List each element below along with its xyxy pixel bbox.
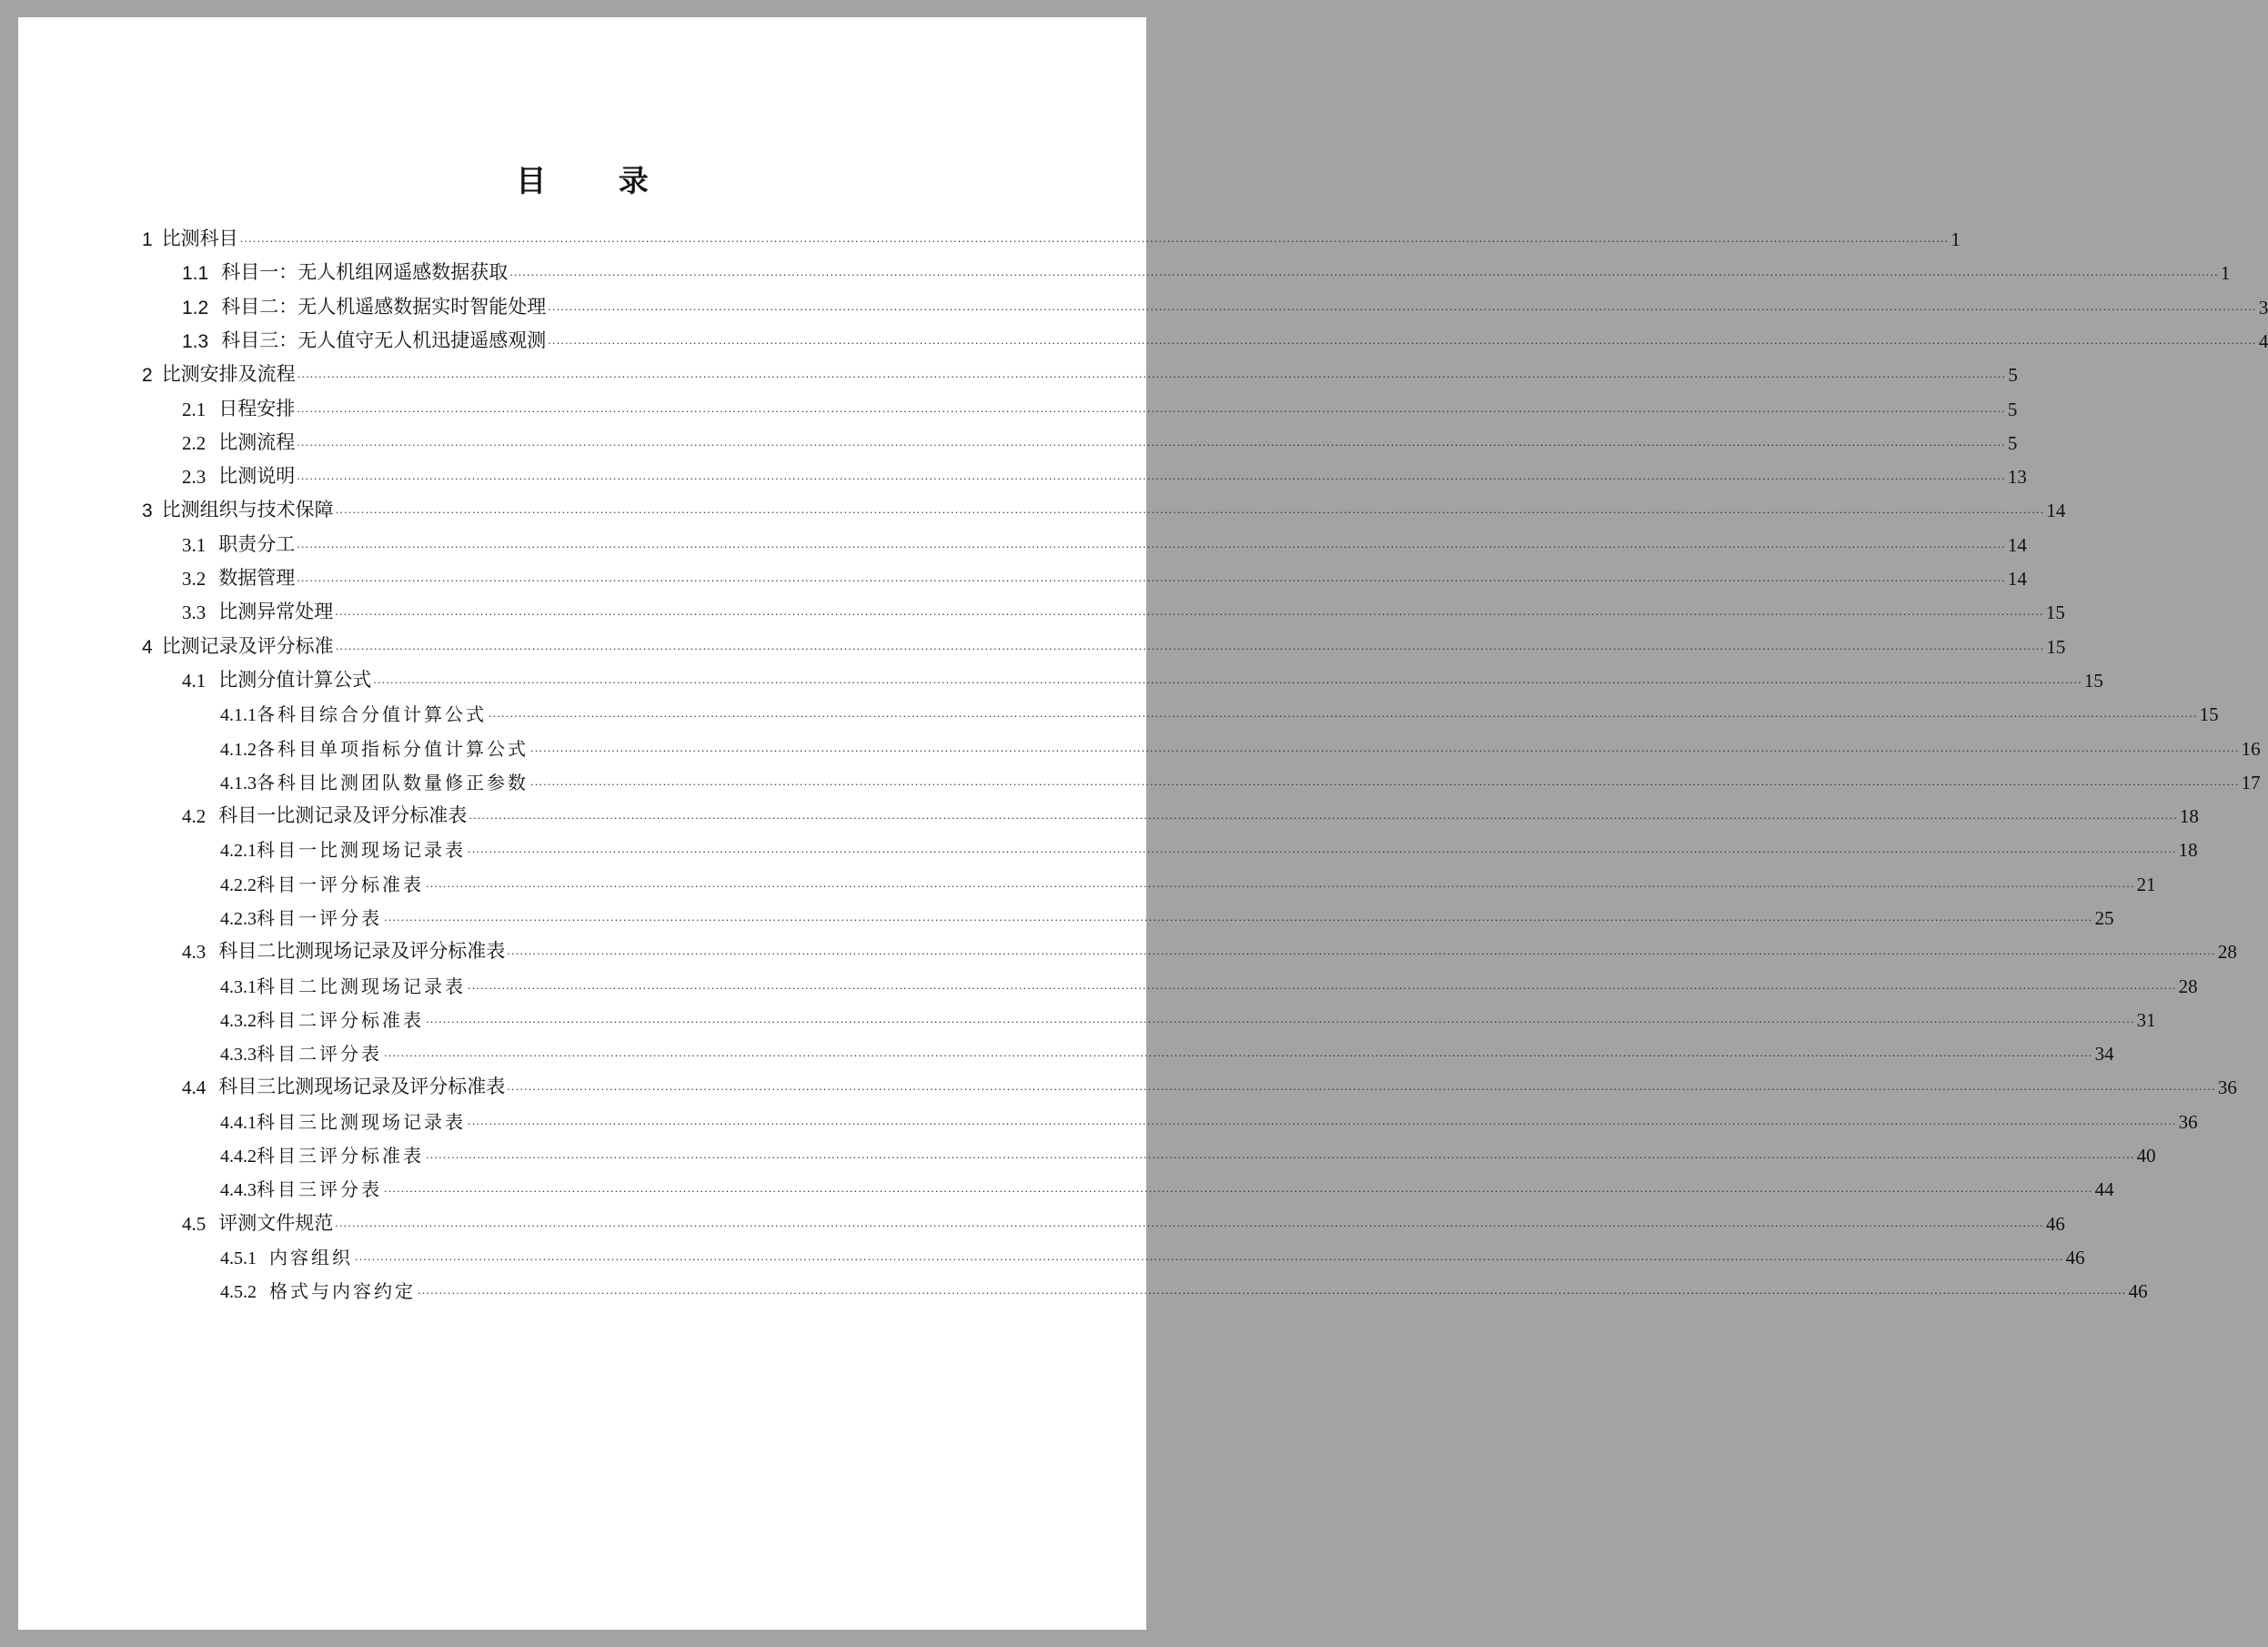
toc-entry[interactable] bbox=[220, 1138, 2156, 1167]
toc-entry-label: 数据管理 bbox=[218, 567, 296, 589]
toc-dot-leader: ................................................................................................................................................................................................................................................................................................................................................................................................................ bbox=[335, 606, 2044, 618]
toc-entry-page-number: 18 bbox=[2178, 839, 2198, 861]
toc-entry[interactable] bbox=[182, 528, 2027, 557]
toc-entry[interactable] bbox=[182, 561, 2027, 591]
toc-entry-page-number: 40 bbox=[2136, 1145, 2156, 1167]
toc-dot-leader: ................................................................................................................................................................................................................................................................................................................................................................................................................ bbox=[297, 572, 2006, 584]
toc-title: 目 录 bbox=[516, 163, 680, 198]
toc-dot-leader: ................................................................................................................................................................................................................................................................................................................................................................................................................ bbox=[548, 335, 2257, 347]
toc-entry-page-number: 14 bbox=[2007, 534, 2027, 556]
toc-entry-page-number: 36 bbox=[2178, 1111, 2198, 1133]
toc-entry[interactable] bbox=[182, 256, 2231, 285]
toc-entry-page-number: 13 bbox=[2007, 466, 2027, 488]
toc-entry[interactable] bbox=[182, 935, 2237, 964]
toc-entry-label: 科目一：无人机组网遥感数据获取 bbox=[221, 261, 509, 283]
toc-entry-number: 4.4 bbox=[182, 1076, 207, 1098]
toc-dot-leader: ................................................................................................................................................................................................................................................................................................................................................................................................................ bbox=[335, 1218, 2044, 1229]
toc-entry[interactable] bbox=[220, 732, 2261, 761]
toc-dot-leader: ................................................................................................................................................................................................................................................................................................................................................................................................................ bbox=[468, 844, 2177, 855]
toc-entry-page-number: 46 bbox=[2128, 1280, 2148, 1302]
toc-entry[interactable] bbox=[182, 663, 2103, 692]
toc-dot-leader: ................................................................................................................................................................................................................................................................................................................................................................................................................ bbox=[426, 1149, 2135, 1161]
toc-entry-page-number: 14 bbox=[2007, 568, 2027, 590]
toc-entry-label: 科目一比测现场记录表 bbox=[257, 839, 466, 861]
toc-dot-leader: ................................................................................................................................................................................................................................................................................................................................................................................................................ bbox=[355, 1251, 2064, 1263]
toc-dot-leader: ................................................................................................................................................................................................................................................................................................................................................................................................................ bbox=[468, 1116, 2177, 1127]
toc-entry-page-number: 36 bbox=[2217, 1076, 2237, 1098]
toc-entry-number: 4.5.2 bbox=[220, 1282, 257, 1302]
toc-dot-leader: ................................................................................................................................................................................................................................................................................................................................................................................................................ bbox=[373, 674, 2082, 686]
toc-entry-label: 科目二评分表 bbox=[257, 1043, 382, 1065]
toc-entry-page-number: 5 bbox=[2007, 399, 2018, 420]
toc-entry-label: 科目二：无人机遥感数据实时智能处理 bbox=[221, 296, 547, 318]
toc-entry-number: 2 bbox=[142, 365, 153, 386]
toc-entry-label: 科目三评分标准表 bbox=[257, 1145, 424, 1167]
toc-entry-label: 科目二评分标准表 bbox=[257, 1009, 424, 1031]
toc-dot-leader: ................................................................................................................................................................................................................................................................................................................................................................................................................ bbox=[418, 1285, 2127, 1297]
toc-entry-label: 比测记录及评分标准 bbox=[161, 635, 334, 657]
toc-entry-label: 日程安排 bbox=[218, 398, 296, 419]
toc-entry-number: 4.4.3 bbox=[220, 1180, 257, 1200]
toc-dot-leader: ................................................................................................................................................................................................................................................................................................................................................................................................................ bbox=[384, 912, 2093, 924]
toc-dot-leader: ................................................................................................................................................................................................................................................................................................................................................................................................................ bbox=[468, 980, 2177, 992]
toc-dot-leader: ................................................................................................................................................................................................................................................................................................................................................................................................................ bbox=[489, 708, 2198, 720]
toc-entry[interactable] bbox=[182, 1070, 2237, 1099]
toc-entry-label: 职责分工 bbox=[218, 533, 296, 555]
toc-entry-page-number: 18 bbox=[2179, 805, 2199, 827]
toc-entry-number: 4.4.1 bbox=[220, 1113, 257, 1133]
toc-entry-page-number: 15 bbox=[2046, 636, 2066, 658]
toc-entry-page-number: 31 bbox=[2136, 1009, 2156, 1031]
toc-entry-label: 科目三比测现场记录表 bbox=[257, 1111, 466, 1133]
toc-entry-label: 比测异常处理 bbox=[218, 601, 334, 622]
toc-entry-page-number: 28 bbox=[2178, 975, 2198, 997]
toc-entry-page-number: 15 bbox=[2083, 670, 2103, 692]
toc-entry[interactable] bbox=[182, 426, 2018, 455]
toc-dot-leader: ................................................................................................................................................................................................................................................................................................................................................................................................................ bbox=[297, 369, 2007, 380]
toc-entry-page-number: 1 bbox=[2220, 262, 2231, 284]
toc-entry-number: 2.2 bbox=[182, 432, 207, 454]
toc-entry-label: 内容组织 bbox=[269, 1247, 353, 1268]
toc-entry[interactable] bbox=[220, 901, 2114, 930]
toc-dot-leader: ................................................................................................................................................................................................................................................................................................................................................................................................................ bbox=[384, 1047, 2093, 1059]
toc-entry[interactable] bbox=[220, 1172, 2114, 1201]
toc-entry-page-number: 34 bbox=[2094, 1043, 2114, 1065]
toc-entry-label: 各科目比测团队数量修正参数 bbox=[257, 772, 529, 793]
toc-dot-leader: ................................................................................................................................................................................................................................................................................................................................................................................................................ bbox=[530, 776, 2240, 788]
toc-dot-leader: ................................................................................................................................................................................................................................................................................................................................................................................................................ bbox=[239, 233, 1950, 245]
toc-entry-label: 比测分值计算公式 bbox=[218, 669, 372, 691]
toc-entry-number: 3.3 bbox=[182, 601, 207, 623]
toc-dot-leader: ................................................................................................................................................................................................................................................................................................................................................................................................................ bbox=[507, 1081, 2216, 1093]
toc-entry-number: 4.3.2 bbox=[220, 1011, 257, 1031]
toc-dot-leader: ................................................................................................................................................................................................................................................................................................................................................................................................................ bbox=[335, 641, 2045, 652]
toc-entry[interactable] bbox=[182, 1207, 2065, 1236]
toc-entry-page-number: 5 bbox=[2007, 432, 2018, 454]
toc-entry[interactable] bbox=[220, 1240, 2085, 1269]
toc-entry-page-number: 14 bbox=[2046, 500, 2066, 521]
toc-entry-page-number: 4 bbox=[2258, 330, 2268, 352]
toc-entry[interactable] bbox=[220, 765, 2261, 794]
toc-entry-page-number: 15 bbox=[2045, 601, 2065, 623]
toc-entry[interactable] bbox=[220, 1274, 2148, 1303]
toc-entry-page-number: 44 bbox=[2094, 1178, 2114, 1200]
toc-entry-number: 4.2.3 bbox=[220, 909, 257, 929]
toc-entry-label: 科目一评分表 bbox=[257, 907, 382, 929]
toc-entry-number: 4.1.1 bbox=[220, 705, 257, 725]
toc-dot-leader: ................................................................................................................................................................................................................................................................................................................................................................................................................ bbox=[297, 403, 2006, 415]
toc-entry-label: 格式与内容约定 bbox=[269, 1280, 416, 1302]
toc-entry-number: 4.1.2 bbox=[220, 740, 257, 760]
toc-entry[interactable] bbox=[142, 630, 2066, 659]
toc-entry-label: 比测流程 bbox=[218, 431, 296, 453]
toc-dot-leader: ................................................................................................................................................................................................................................................................................................................................................................................................................ bbox=[426, 1014, 2135, 1026]
toc-entry-label: 科目一比测记录及评分标准表 bbox=[218, 804, 468, 826]
toc-entry-page-number: 46 bbox=[2065, 1247, 2085, 1268]
toc-entry-label: 科目二比测现场记录及评分标准表 bbox=[218, 940, 506, 962]
toc-entry-number: 4.5 bbox=[182, 1213, 207, 1235]
toc-entry[interactable] bbox=[220, 1036, 2114, 1066]
toc-entry-page-number: 46 bbox=[2045, 1213, 2065, 1235]
toc-entry-number: 3 bbox=[142, 500, 153, 521]
toc-entry-page-number: 16 bbox=[2241, 738, 2261, 760]
toc-entry-number: 4.5.1 bbox=[220, 1248, 257, 1268]
toc-entry-label: 科目二比测现场记录表 bbox=[257, 975, 466, 997]
toc-entry-number: 4 bbox=[142, 637, 153, 658]
toc-entry-page-number: 25 bbox=[2094, 907, 2114, 929]
toc-entry-number: 4.1 bbox=[182, 670, 207, 692]
toc-entry-number: 1.1 bbox=[182, 263, 209, 284]
toc-entry-label: 科目三评分表 bbox=[257, 1178, 382, 1200]
toc-entry-number: 4.2.2 bbox=[220, 875, 257, 895]
toc-entry-page-number: 15 bbox=[2199, 703, 2219, 725]
toc-entry-number: 4.2 bbox=[182, 805, 207, 827]
toc-dot-leader: ................................................................................................................................................................................................................................................................................................................................................................................................................ bbox=[469, 810, 2178, 822]
toc-entry-number: 2.3 bbox=[182, 466, 207, 488]
toc-entry[interactable] bbox=[220, 1105, 2198, 1134]
toc-entry[interactable] bbox=[182, 392, 2018, 421]
toc-dot-leader: ................................................................................................................................................................................................................................................................................................................................................................................................................ bbox=[297, 470, 2006, 482]
toc-entry-page-number: 3 bbox=[2258, 297, 2268, 318]
toc-entry-number: 1.2 bbox=[182, 298, 209, 318]
toc-entry-label: 比测说明 bbox=[218, 465, 296, 487]
toc-dot-leader: ................................................................................................................................................................................................................................................................................................................................................................................................................ bbox=[426, 878, 2135, 890]
toc-entry[interactable] bbox=[182, 799, 2199, 828]
toc-entry-label: 比测安排及流程 bbox=[161, 363, 296, 385]
toc-dot-leader: ................................................................................................................................................................................................................................................................................................................................................................................................................ bbox=[297, 539, 2006, 551]
toc-entry-number: 4.4.2 bbox=[220, 1147, 257, 1167]
toc-dot-leader: ................................................................................................................................................................................................................................................................................................................................................................................................................ bbox=[297, 437, 2006, 449]
toc-dot-leader: ................................................................................................................................................................................................................................................................................................................................................................................................................ bbox=[509, 267, 2219, 278]
toc-entry[interactable] bbox=[220, 833, 2198, 862]
toc-entry[interactable] bbox=[182, 460, 2027, 489]
toc-dot-leader: ................................................................................................................................................................................................................................................................................................................................................................................................................ bbox=[335, 504, 2045, 516]
toc-entry-number: 3.2 bbox=[182, 568, 207, 590]
toc-entry-label: 各科目单项指标分值计算公式 bbox=[257, 738, 529, 760]
toc-entry-label: 评测文件规范 bbox=[218, 1212, 334, 1234]
toc-entry[interactable] bbox=[142, 358, 2018, 387]
toc-entry[interactable] bbox=[220, 1003, 2156, 1032]
toc-dot-leader: ................................................................................................................................................................................................................................................................................................................................................................................................................ bbox=[507, 945, 2216, 957]
toc-entry-page-number: 28 bbox=[2217, 941, 2237, 963]
toc-entry-label: 比测组织与技术保障 bbox=[161, 499, 334, 520]
toc-entry-label: 比测科目 bbox=[161, 227, 238, 249]
toc-entry-number: 4.3.3 bbox=[220, 1045, 257, 1065]
toc-entry-number: 4.3.1 bbox=[220, 977, 257, 997]
toc-entry[interactable] bbox=[142, 493, 2066, 522]
toc-dot-leader: ................................................................................................................................................................................................................................................................................................................................................................................................................ bbox=[384, 1183, 2093, 1195]
toc-entry[interactable] bbox=[142, 222, 1961, 251]
document-page bbox=[18, 17, 2268, 1630]
toc-entry[interactable] bbox=[182, 324, 2268, 353]
toc-dot-leader: ................................................................................................................................................................................................................................................................................................................................................................................................................ bbox=[530, 743, 2240, 754]
toc-entry[interactable] bbox=[220, 867, 2156, 896]
toc-entry-label: 科目一评分标准表 bbox=[257, 874, 424, 895]
toc-entry-page-number: 21 bbox=[2136, 874, 2156, 895]
toc-dot-leader: ................................................................................................................................................................................................................................................................................................................................................................................................................ bbox=[548, 301, 2257, 313]
toc-entry-page-number: 5 bbox=[2008, 364, 2018, 386]
toc-entry-number: 4.2.1 bbox=[220, 841, 257, 861]
toc-entry-number: 1.3 bbox=[182, 331, 209, 352]
toc-entry[interactable] bbox=[182, 290, 2268, 319]
toc-entry-number: 4.3 bbox=[182, 941, 207, 963]
toc-entry-label: 科目三比测现场记录及评分标准表 bbox=[218, 1076, 506, 1097]
toc-entry-page-number: 17 bbox=[2241, 772, 2261, 793]
toc-entry-label: 科目三：无人值守无人机迅捷遥感观测 bbox=[221, 329, 547, 351]
toc-entry-page-number: 1 bbox=[1950, 228, 1961, 250]
toc-entry[interactable] bbox=[220, 697, 2219, 726]
toc-entry-number: 3.1 bbox=[182, 534, 207, 556]
toc-entry-label: 各科目综合分值计算公式 bbox=[257, 703, 487, 725]
toc-entry-number: 2.1 bbox=[182, 399, 207, 420]
toc-entry[interactable] bbox=[182, 595, 2065, 624]
toc-entry-number: 1 bbox=[142, 229, 153, 250]
toc-entry-number: 4.1.3 bbox=[220, 773, 257, 793]
toc-entry[interactable] bbox=[220, 969, 2198, 998]
